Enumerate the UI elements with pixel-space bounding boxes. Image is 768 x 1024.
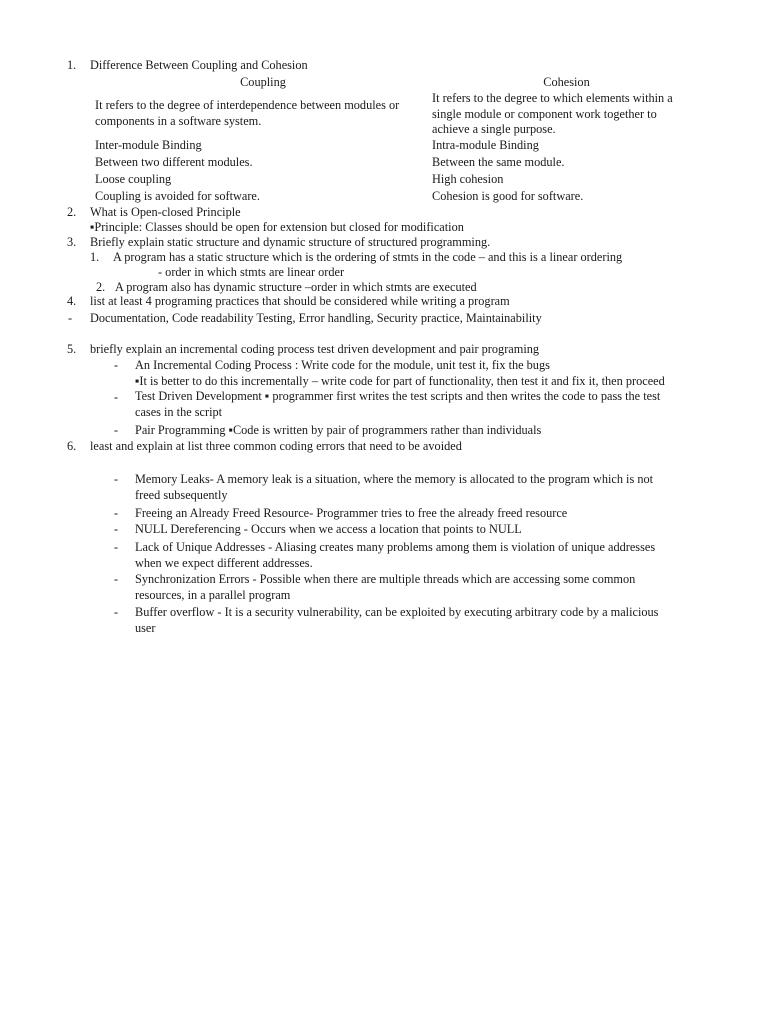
q6-item-1-dash: -	[114, 472, 119, 486]
q6-item-4-dash: -	[114, 540, 119, 554]
cohesion-row-3: High cohesion	[432, 172, 504, 186]
q6-item-1: Memory Leaks- A memory leak is a situation, where the memory is allocated to the program which is not freed subsequently	[135, 472, 654, 502]
q5-item-1-dash: -	[114, 358, 119, 372]
cohesion-definition: It refers to the degree to which elements within a single module or component work together to achieve a single purpose.	[432, 91, 673, 136]
q3-sub1-continuation: - order in which stmts are linear order	[158, 265, 345, 279]
q6-item-2-dash: -	[114, 506, 119, 520]
q5-item-2-dash: -	[114, 390, 119, 404]
q3-sub1-number: 1.	[90, 250, 100, 264]
coupling-definition: It refers to the degree of interdependence between modules or components in a software system.	[95, 98, 400, 128]
q3-title: Briefly explain static structure and dynamic structure of structured programming.	[90, 235, 491, 249]
coupling-row-4: Coupling is avoided for software.	[95, 189, 260, 203]
q3-sub2-number: 2.	[96, 280, 106, 294]
q6-item-3-dash: -	[114, 522, 119, 536]
cohesion-row-1: Intra-module Binding	[432, 138, 539, 152]
q6-item-6-dash: -	[114, 605, 119, 619]
q4-number: 4.	[67, 294, 77, 308]
q4-dash: -	[68, 311, 73, 325]
q6-item-5: Synchronization Errors - Possible when there are multiple threads which are accessing some common resources, in a parallel program	[135, 572, 636, 602]
q2-number: 2.	[67, 205, 77, 219]
q6-number: 6.	[67, 439, 77, 453]
q6-item-3: NULL Dereferencing - Occurs when we access a location that points to NULL	[135, 522, 522, 536]
cohesion-column-header: Cohesion	[543, 75, 590, 89]
q6-item-4: Lack of Unique Addresses - Aliasing creates many problems among them is violation of unique addresses when we expect different addresses.	[135, 540, 656, 570]
q2-answer: ▪Principle: Classes should be open for extension but closed for modification	[90, 220, 464, 234]
q4-answer: Documentation, Code readability Testing, Error handling, Security practice, Maintainability	[90, 311, 542, 325]
cohesion-row-2: Between the same module.	[432, 155, 565, 169]
coupling-column-header: Coupling	[240, 75, 286, 89]
q3-sub2-text: A program also has dynamic structure –order in which stmts are executed	[115, 280, 477, 294]
q5-item-3-dash: -	[114, 423, 119, 437]
q5-item-3: Pair Programming ▪Code is written by pair of programmers rather than individuals	[135, 423, 542, 437]
q5-item-2: Test Driven Development ▪ programmer first writes the test scripts and then writes the code to pass the test cases in the script	[135, 389, 661, 419]
q5-item-1-note: ▪It is better to do this incrementally – write code for part of functionality, then test it and fix it, then proceed	[135, 374, 665, 388]
q4-title: list at least 4 programing practices that should be considered while writing a program	[90, 294, 510, 308]
q3-sub1-text: A program has a static structure which is the ordering of stmts in the code – and this is a linear ordering	[113, 250, 623, 264]
q6-item-2: Freeing an Already Freed Resource- Programmer tries to free the already freed resource	[135, 506, 568, 520]
coupling-row-3: Loose coupling	[95, 172, 172, 186]
coupling-row-1: Inter-module Binding	[95, 138, 202, 152]
q2-title: What is Open-closed Principle	[90, 205, 241, 219]
q1-number: 1.	[67, 58, 77, 72]
q6-item-5-dash: -	[114, 572, 119, 586]
cohesion-row-4: Cohesion is good for software.	[432, 189, 584, 203]
q6-item-6: Buffer overflow - It is a security vulnerability, can be exploited by executing arbitrary code by a malicious user	[135, 605, 659, 635]
q5-number: 5.	[67, 342, 77, 356]
q3-number: 3.	[67, 235, 77, 249]
q5-item-1: An Incremental Coding Process : Write code for the module, unit test it, fix the bugs	[135, 358, 550, 372]
q6-title: least and explain at list three common coding errors that need to be avoided	[90, 439, 462, 453]
q1-title: Difference Between Coupling and Cohesion	[90, 58, 308, 72]
q5-title: briefly explain an incremental coding process test driven development and pair programing	[90, 342, 540, 356]
coupling-row-2: Between two different modules.	[95, 155, 253, 169]
